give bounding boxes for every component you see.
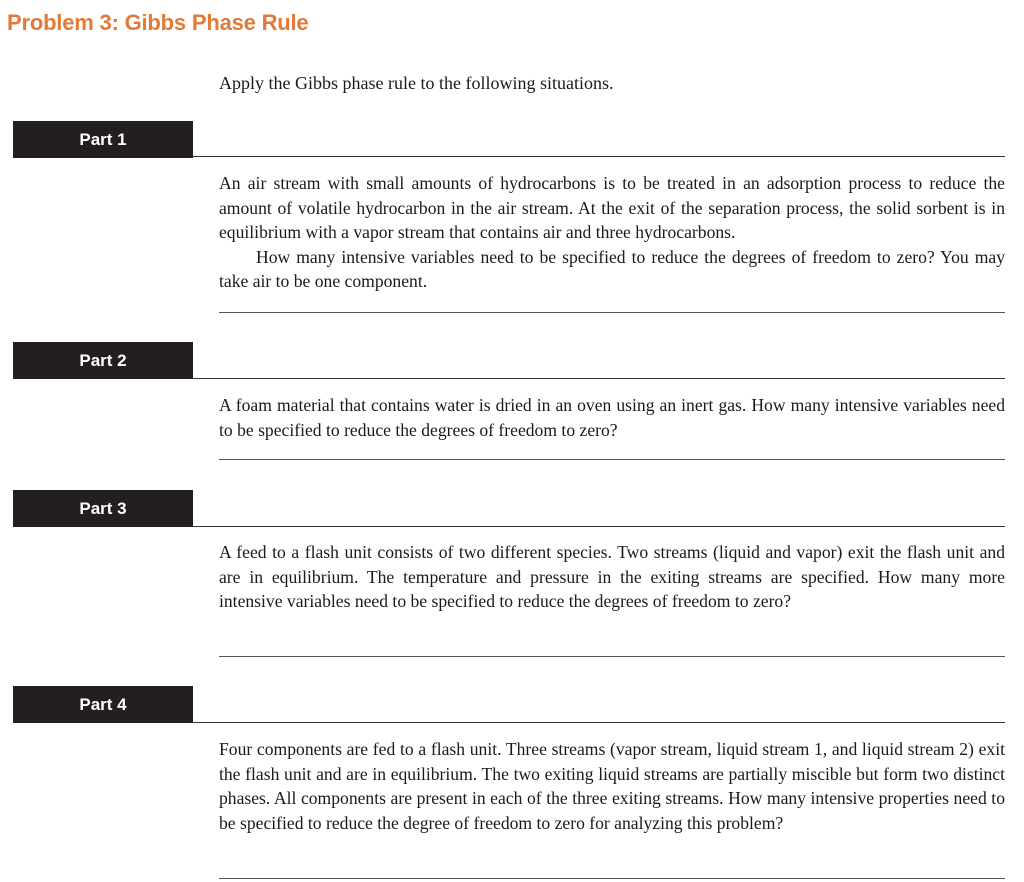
part-2-rule — [193, 378, 1005, 379]
part-1-paragraph-2: How many intensive variables need to be specified to reduce the degrees of freedom to zero? You may take air to be one component. — [219, 246, 1005, 291]
intro-text: Apply the Gibbs phase rule to the following situations. — [219, 73, 614, 93]
part-2-paragraph-1: A foam material that contains water is dried in an oven using an inert gas. How many intensive variables need to be specified to reduce the degrees of freedom to zero? — [219, 395, 1005, 440]
part-1-rule — [193, 156, 1005, 157]
part-3-rule — [193, 526, 1005, 527]
part-4-paragraph-1: Four components are fed to a flash unit. Three streams (vapor stream, liquid stream 1, and liquid stream 2) exit the flash unit and are in equilibrium. The two exiting liquid streams are partially miscible but form two distinct phases. All components are present in each of the three exiting streams. How many intensive properties need to be specified to reduce the degree of freedom to zero for analyzing this problem? — [219, 739, 1005, 833]
part-1-header: Part 1 — [13, 121, 193, 158]
part-2-question — [219, 393, 1005, 442]
part-3-answer-line — [219, 656, 1005, 657]
part-4-rule — [193, 722, 1005, 723]
part-3-header: Part 3 — [13, 490, 193, 527]
page-title: Problem 3: Gibbs Phase Rule — [7, 10, 309, 35]
part-3-question — [219, 540, 1005, 614]
part-1-answer-line — [219, 312, 1005, 313]
part-4-answer-line — [219, 878, 1005, 879]
part-2-header: Part 2 — [13, 342, 193, 379]
part-1-question — [219, 171, 1005, 294]
part-1-paragraph-1: An air stream with small amounts of hydrocarbons is to be treated in an adsorption process to reduce the amount of volatile hydrocarbon in the air stream. At the exit of the separation process, the solid sorbent is in equilibrium with a vapor stream that contains air and three hydrocarbons. — [219, 173, 1005, 242]
part-4-header: Part 4 — [13, 686, 193, 723]
part-2-answer-line — [219, 459, 1005, 460]
part-4-question — [219, 737, 1005, 835]
part-3-paragraph-1: A feed to a flash unit consists of two different species. Two streams (liquid and vapor) exit the flash unit and are in equilibrium. The temperature and pressure in the exiting streams are specified. How many more intensive variables need to be specified to reduce the degrees of freedom to zero? — [219, 542, 1005, 611]
